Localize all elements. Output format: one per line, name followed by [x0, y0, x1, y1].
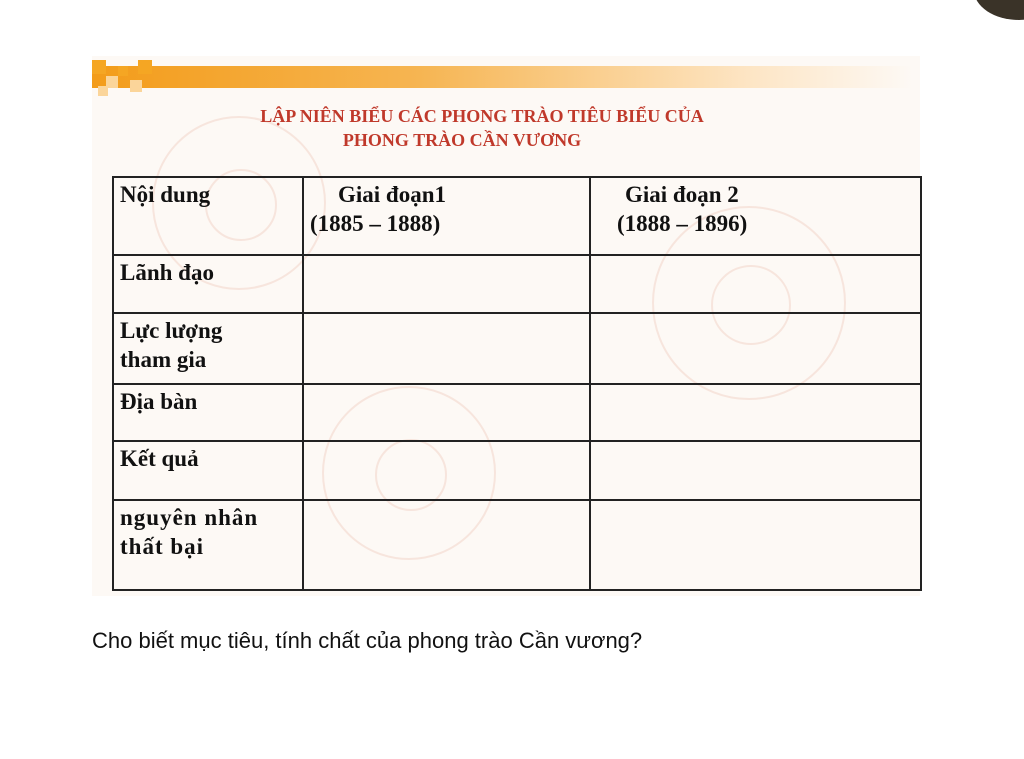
stage-1-cell	[303, 313, 590, 384]
header-stage-1	[303, 177, 590, 255]
header-stage-2-label: Giai đoạn 2	[625, 182, 739, 207]
header-stage-1-years: (1885 – 1888)	[310, 211, 441, 236]
decorative-square	[92, 60, 106, 74]
slide-title	[92, 104, 872, 152]
decorative-header-bar	[92, 66, 912, 88]
row-label-text: Lực lượng	[120, 318, 223, 343]
row-label	[113, 384, 303, 441]
table-row	[113, 255, 921, 313]
decorative-square	[138, 60, 152, 74]
stage-1-cell	[303, 441, 590, 500]
stage-1-cell	[303, 500, 590, 590]
stage-2-cell	[590, 255, 921, 313]
row-label-text: Địa bàn	[120, 389, 198, 414]
table-row	[113, 384, 921, 441]
row-label-text: Kết quả	[120, 446, 199, 471]
slide-image	[92, 56, 920, 596]
table-row	[113, 441, 921, 500]
table-row	[113, 500, 921, 590]
stage-2-cell	[590, 313, 921, 384]
header-row	[113, 177, 921, 255]
stage-1-cell	[303, 255, 590, 313]
header-content	[113, 177, 303, 255]
title-line-1: LẬP NIÊN BIỂU CÁC PHONG TRÀO TIÊU BIỂU CỦA	[260, 106, 704, 126]
row-label-text: tham gia	[120, 347, 207, 372]
header-stage-2	[590, 177, 921, 255]
header-content-label: Nội dung	[120, 182, 211, 207]
decorative-square	[98, 86, 108, 96]
row-label-text: thất bại	[120, 534, 205, 559]
row-label	[113, 313, 303, 384]
decorative-square	[130, 80, 142, 92]
stage-2-cell	[590, 384, 921, 441]
corner-decoration	[974, 0, 1024, 20]
timeline-table	[112, 176, 922, 591]
header-stage-2-years: (1888 – 1896)	[617, 211, 748, 236]
stage-1-cell	[303, 384, 590, 441]
row-label	[113, 255, 303, 313]
row-label	[113, 441, 303, 500]
row-label-text: Lãnh đạo	[120, 260, 214, 285]
row-label-text: nguyên nhân	[120, 505, 259, 530]
header-stage-1-label: Giai đoạn1	[338, 182, 447, 207]
row-label	[113, 500, 303, 590]
stage-2-cell	[590, 441, 921, 500]
stage-2-cell	[590, 500, 921, 590]
table-row	[113, 313, 921, 384]
question-text: Cho biết mục tiêu, tính chất của phong trào Cần vương?	[92, 628, 643, 653]
title-line-2: PHONG TRÀO CẦN VƯƠNG	[342, 130, 582, 150]
decorative-square	[118, 66, 128, 76]
